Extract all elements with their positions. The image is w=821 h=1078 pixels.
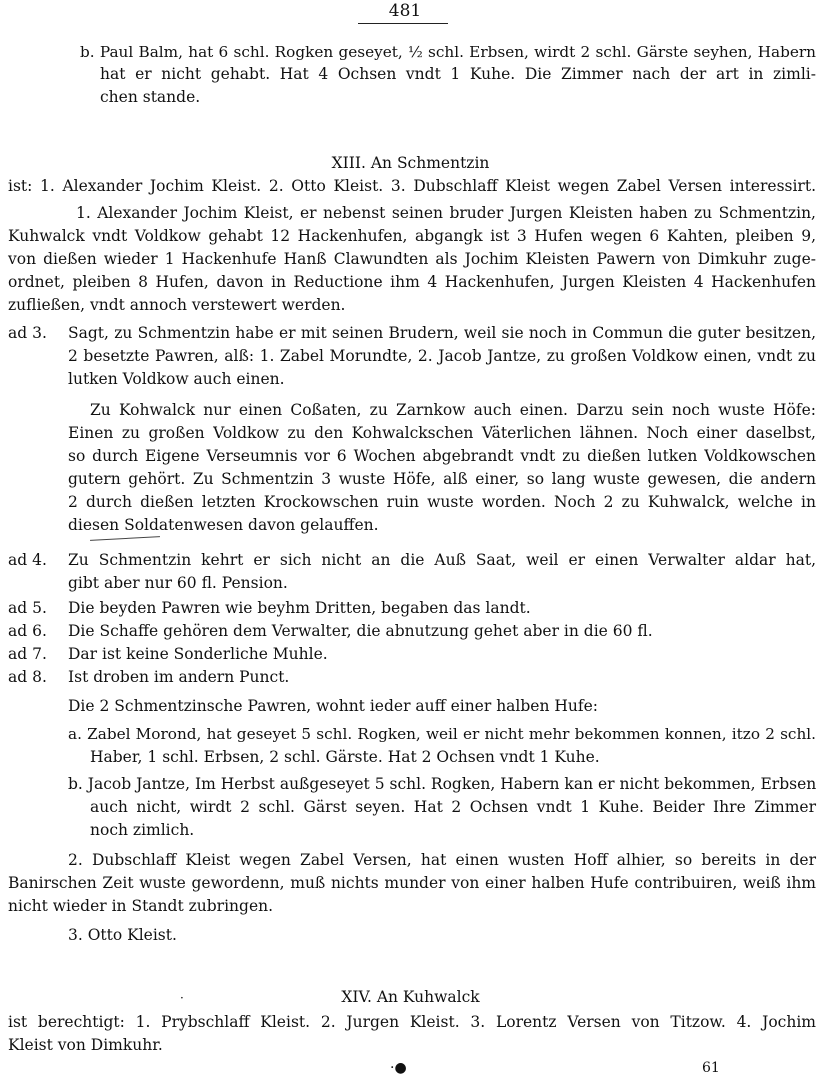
ad3b-line-2: Einen zu großen Voldkow zu den Kohwalckschen Väterlichen lähnen. Noch einer daselbst, [68,424,816,442]
stray-mark: · [180,991,184,1005]
ad5-text: Die beyden Pawren wie beyhm Dritten, begaben das landt. [68,599,531,617]
ad6-label: ad 6. [8,622,47,640]
section-xiv-line-1: ist berechtigt: 1. Prybschlaff Kleist. 2. Jurgen Kleist. 3. Lorentz Versen von Titzow. 4. Jochim [8,1013,816,1031]
ad3b-line-3: so durch Eigene Verseumnis vor 6 Wochen abgebrandt vndt zu dießen lutken Voldkowschen [68,447,816,465]
signature-mark: 61 [702,1060,720,1076]
ad3-line-2: 2 besetzte Pawren, alß: 1. Zabel Morundte, 2. Jacob Jantze, zu großen Voldkow einen, vndt zu [68,347,816,365]
header-rule [358,23,448,24]
p1-line-3: von dießen wieder 1 Hackenhufe Hanß Clawundten als Jochim Kleisten Pawern von Dimkuhr zuge- [8,250,816,268]
ad7-text: Dar ist keine Sonderliche Muhle. [68,645,328,663]
p1-line-5: zufließen, vndt annoch verstewert werden. [8,296,346,314]
ad3b-line-6: diesen Soldatenwesen davon gelauffen. [68,516,379,534]
ad3b-line-4: gutern gehört. Zu Schmentzin 3 wuste Höfe, alß einer, so lang wuste gewesen, die andern [68,470,816,488]
p1-line-2: Kuhwalck vndt Voldkow gehabt 12 Hackenhufen, abgangk ist 3 Hufen wegen 6 Kahten, pleiben 9, [8,227,816,245]
ad4-label: ad 4. [8,551,47,569]
pencil-underline-mark [90,536,160,541]
ad4-line-2: gibt aber nur 60 fl. Pension. [68,574,288,592]
bauern-intro: Die 2 Schmentzinsche Pawren, wohnt ieder auff einer halben Hufe: [68,697,599,715]
p2-line-3: nicht wieder in Standt zubringen. [8,897,274,915]
bauer-b-line-2: auch nicht, wirdt 2 schl. Gärst seyen. Hat 2 Ochsen vndt 1 Kuhe. Beider Ihre Zimmer [90,798,816,816]
ad6-text: Die Schaffe gehören dem Verwalter, die abnutzung gehet aber in die 60 fl. [68,622,653,640]
section-xiii-intro: ist: 1. Alexander Jochim Kleist. 2. Otto Kleist. 3. Dubschlaff Kleist wegen Zabel Versen interessirt. [8,177,816,195]
p3-text: 3. Otto Kleist. [68,926,177,944]
p2-line-1: 2. Dubschlaff Kleist wegen Zabel Versen, hat einen wusten Hoff alhier, so bereits in der [68,851,816,869]
ad4-line-1: Zu Schmentzin kehrt er sich nicht an die Auß Saat, weil er einen Verwalter aldar hat, [68,551,816,569]
ad3b-line-5: 2 durch dießen letzten Krockowschen ruin wuste worden. Noch 2 zu Kuhwalck, welche in [68,493,816,511]
page-number: 481 [388,1,422,21]
section-xiii-title: XIII. An Schmentzin [331,154,490,172]
footer-ornament: ·● [390,1060,407,1076]
bauer-a-line-1: a. Zabel Morond, hat geseyet 5 schl. Rogken, weil er nicht mehr bekommen konnen, itzo 2 schl. [68,725,816,743]
p2-line-2: Banirschen Zeit wuste gewordenn, muß nichts munder von einer halben Hufe contribuiren, weiß ihm [8,874,816,892]
ad5-label: ad 5. [8,599,47,617]
p1-line-4: ordnet, pleiben 8 Hufen, davon in Reductione ihm 4 Hackenhufen, Jurgen Kleisten 4 Hackenhufen [8,273,816,291]
bauer-b-line-1: b. Jacob Jantze, Im Herbst außgeseyet 5 schl. Rogken, Habern kan er nicht bekommen, Erbsen [68,775,817,793]
entry-b-line-2: hat er nicht gehabt. Hat 4 Ochsen vndt 1 Kuhe. Die Zimmer nach der art in zimli- [100,65,816,83]
ad3-line-3: lutken Voldkow auch einen. [68,370,285,388]
bauer-a-line-2: Haber, 1 schl. Erbsen, 2 schl. Gärste. Hat 2 Ochsen vndt 1 Kuhe. [90,748,600,766]
entry-b-line-3: chen stande. [100,88,201,106]
section-xiv-title: XIV. An Kuhwalck [341,988,480,1006]
ad8-text: Ist droben im andern Punct. [68,668,290,686]
ad8-label: ad 8. [8,668,47,686]
bauer-b-line-3: noch zimlich. [90,821,195,839]
ad3-line-1: Sagt, zu Schmentzin habe er mit seinen Brudern, weil sie noch in Commun die guter besitzen, [68,324,816,342]
entry-b-line-1: b. Paul Balm, hat 6 schl. Rogken geseyet, ½ schl. Erbsen, wirdt 2 schl. Gärste seyhen, Habern [80,43,816,61]
ad3b-line-1: Zu Kohwalck nur einen Coßaten, zu Zarnkow auch einen. Darzu sein noch wuste Höfe: [90,401,816,419]
ad7-label: ad 7. [8,645,47,663]
ad3-label: ad 3. [8,324,47,342]
p1-line-1: 1. Alexander Jochim Kleist, er nebenst seinen bruder Jurgen Kleisten haben zu Schmentzin, [76,204,816,222]
section-xiv-line-2: Kleist von Dimkuhr. [8,1036,163,1054]
